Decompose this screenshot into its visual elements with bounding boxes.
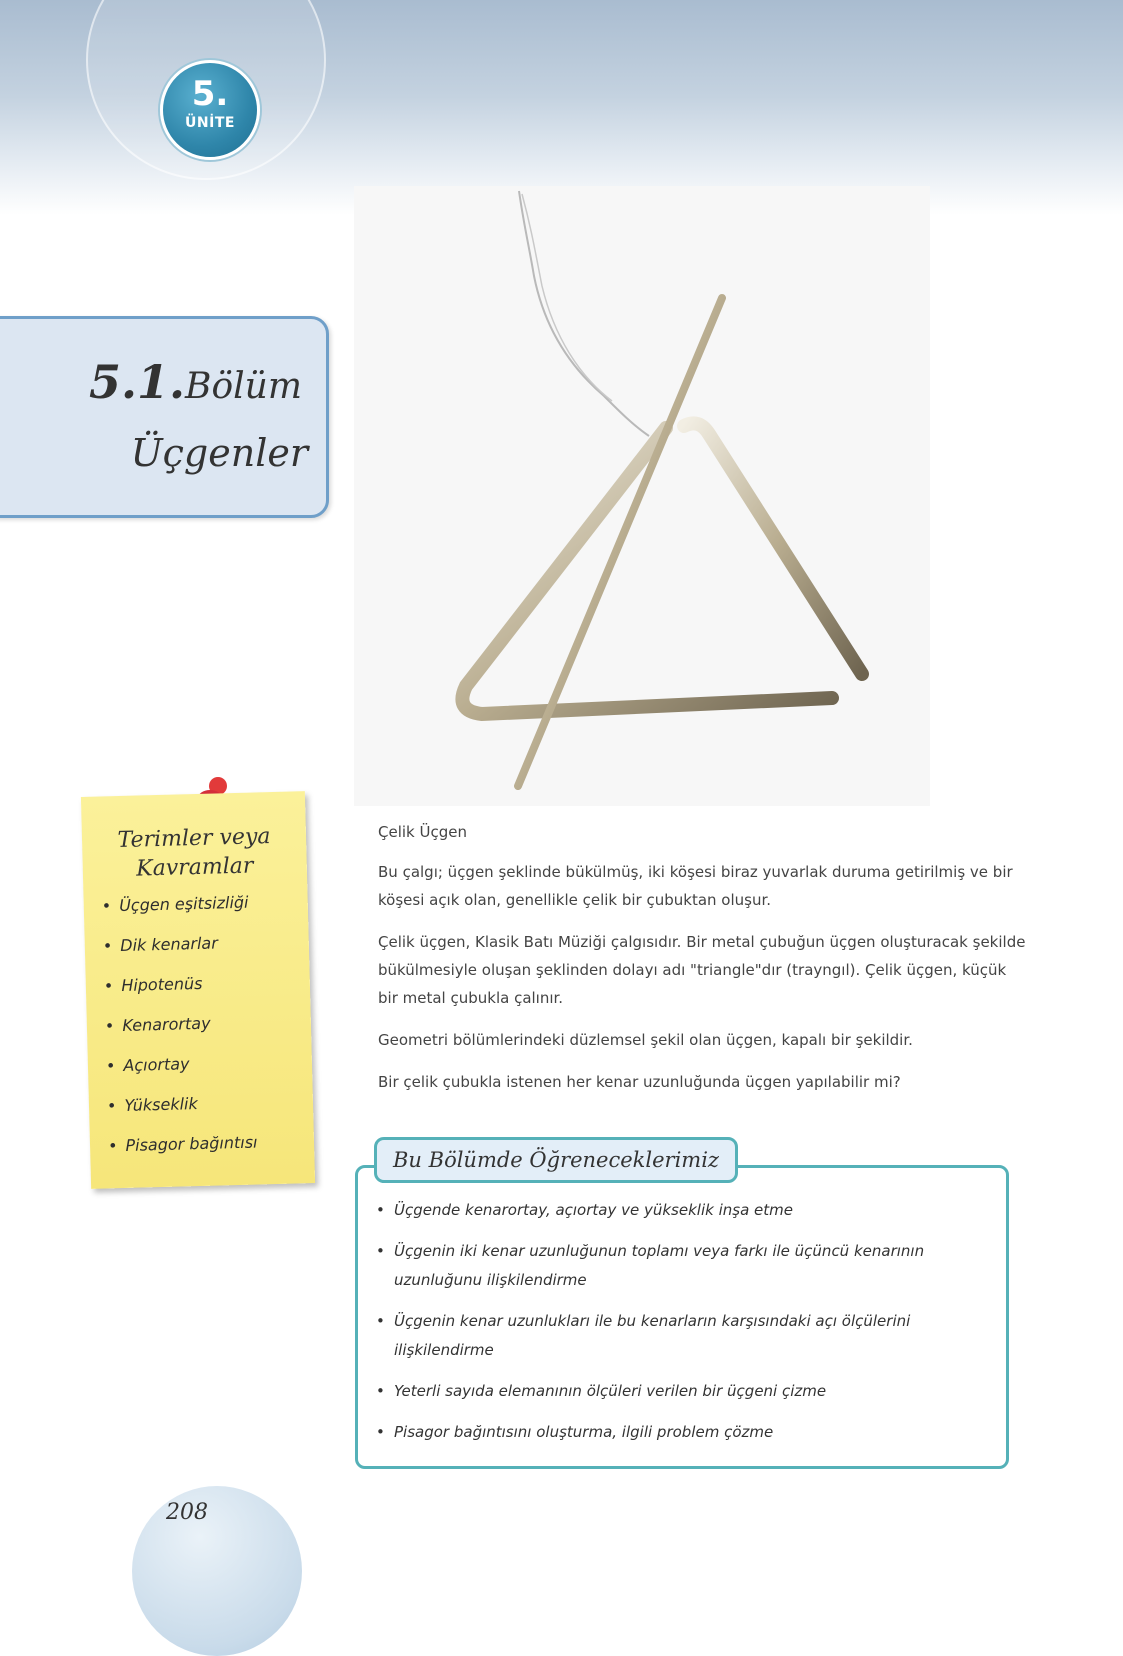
- learning-item: • Üçgenin kenar uzunlukları ile bu kenarların karşısındaki açı ölçülerini ilişkilendirme: [372, 1307, 984, 1365]
- section-name: Üçgenler: [130, 431, 308, 475]
- body-text: [378, 818, 1028, 1110]
- unit-badge: [160, 60, 260, 160]
- triangle-instrument-illustration: [354, 186, 930, 806]
- paragraph: Çelik üçgen, Klasik Batı Müziği çalgısıdır. Bir metal çubuğun üçgen oluşturacak şekilde bükülmesiyle oluşan şeklinden dolayı adı "triangle"dır (trayngıl). Çelik üçgen, küçük bir metal çubukla çalınır.: [378, 933, 1026, 1007]
- learning-item: • Pisagor bağıntısını oluşturma, ilgili problem çözme: [372, 1418, 984, 1447]
- term-item: • Kenarortay: [105, 1013, 255, 1057]
- terms-sticky-note: [81, 791, 315, 1189]
- section-number: 5.1.: [88, 355, 186, 409]
- term-item: • Hipotenüs: [104, 973, 254, 1017]
- triangle-instrument-photo: [354, 186, 930, 806]
- term-item: • Üçgen eşitsizliği: [102, 893, 252, 937]
- unit-label: ÜNİTE: [185, 115, 235, 131]
- terms-list: [102, 893, 259, 1177]
- terms-title-line1: Terimler veya: [117, 824, 271, 854]
- learning-item: • Üçgende kenarortay, açıortay ve yükseklik inşa etme: [372, 1196, 984, 1225]
- paragraph: Geometri bölümlerindeki düzlemsel şekil olan üçgen, kapalı bir şekildir.: [378, 1031, 913, 1049]
- page-number-circle: [132, 1486, 302, 1656]
- paragraph: Bir çelik çubukla istenen her kenar uzunluğunda üçgen yapılabilir mi?: [378, 1073, 901, 1091]
- learning-title: Bu Bölümde Öğreneceklerimiz: [374, 1137, 738, 1183]
- term-item: • Açıortay: [106, 1053, 256, 1097]
- learning-item: • Yeterli sayıda elemanının ölçüleri verilen bir üçgeni çizme: [372, 1377, 984, 1406]
- page-number: 208: [166, 1500, 208, 1525]
- term-item: • Pisagor bağıntısı: [108, 1132, 258, 1176]
- learning-objectives-box: [355, 1165, 1009, 1469]
- unit-number: 5.: [191, 74, 229, 114]
- terms-title-line2: Kavramlar: [135, 853, 254, 882]
- learning-list: [372, 1196, 984, 1459]
- section-title-box: [0, 316, 329, 518]
- learning-item: • Üçgenin iki kenar uzunluğunun toplamı veya farkı ile üçüncü kenarının uzunluğunu ilişkilendirme: [372, 1237, 984, 1295]
- terms-title: [82, 821, 307, 885]
- section-heading: [89, 355, 302, 409]
- term-item: • Dik kenarlar: [103, 933, 253, 977]
- section-word: Bölüm: [185, 366, 302, 407]
- term-item: • Yükseklik: [107, 1093, 257, 1137]
- photo-caption: Çelik Üçgen: [378, 823, 467, 841]
- paragraph: Bu çalgı; üçgen şeklinde bükülmüş, iki köşesi biraz yuvarlak duruma getirilmiş ve bir köşesi açık olan, genellikle çelik bir çubuktan oluşur.: [378, 863, 1013, 909]
